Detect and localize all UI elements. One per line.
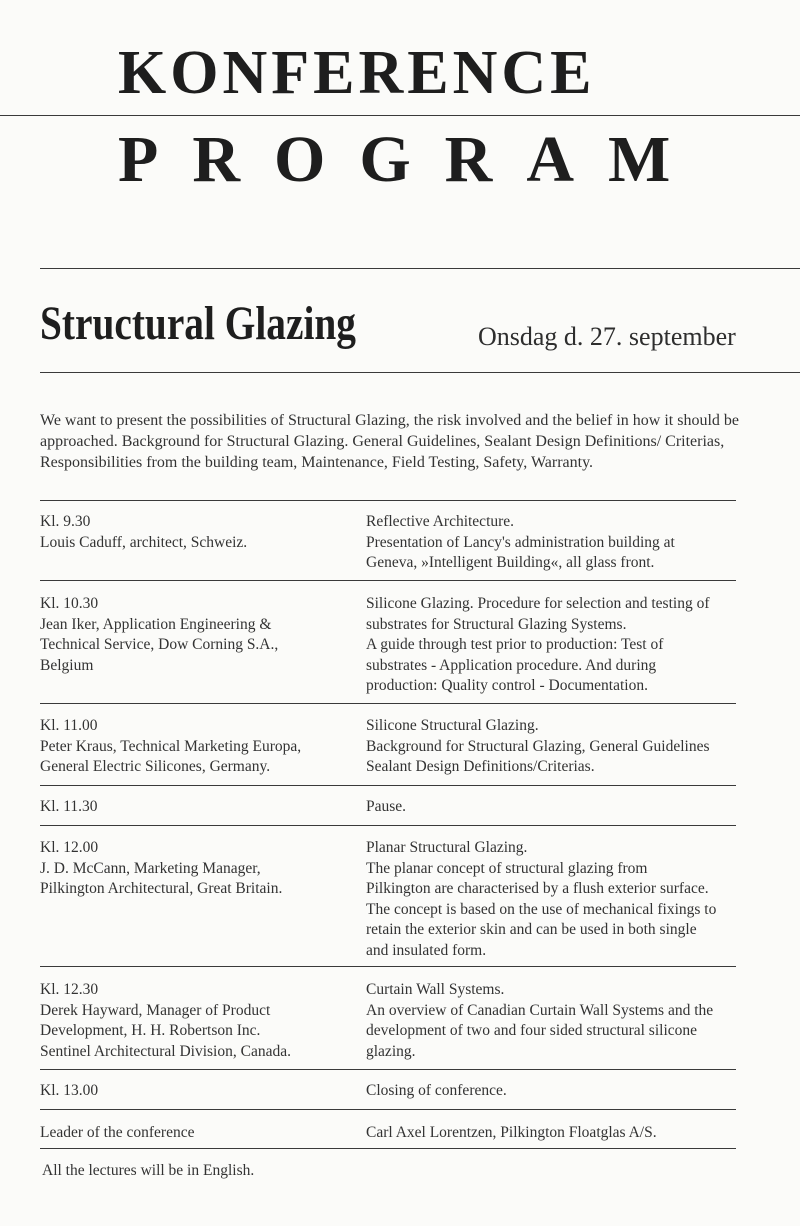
speaker-line: Louis Caduff, architect, Schweiz. [40,533,248,551]
speaker-line: Technical Service, Dow Corning S.A., [40,636,279,653]
row-divider [40,1069,736,1070]
heading-bottom-rule [40,372,800,373]
topic-line: Presentation of Lancy's administration building at [366,533,675,551]
conference-title: KONFERENCE [118,39,596,107]
topic-line: Pilkington are characterised by a flush exterior surface. [366,880,709,897]
session-time: Kl. 13.00 [40,1082,99,1099]
speaker-line: Derek Hayward, Manager of Product [40,1001,271,1019]
topic-title: Silicone Structural Glazing. [366,717,539,734]
session-speaker [40,594,350,676]
title-divider [0,115,800,116]
topic-line: and insulated form. [366,941,487,959]
session-speaker [40,1081,350,1102]
topic-line: An overview of Canadian Curtain Wall Systems and the [366,1001,714,1019]
session-topic [366,1081,746,1102]
topic-title: Reflective Architecture. [366,513,515,530]
topic-title: Pause. [366,798,407,815]
session-time: Kl. 12.00 [40,839,99,856]
session-speaker [40,838,350,900]
speaker-line: Jean Iker, Application Engineering & [40,615,272,633]
session-topic [366,512,746,574]
topic-line: production: Quality control - Documentation. [366,677,648,694]
topic-title: Planar Structural Glazing. [366,839,528,856]
session-time: Kl. 10.30 [40,595,99,612]
session-topic [366,716,746,778]
speaker-line: Belgium [40,656,94,674]
program-title: PROGRAM [118,123,705,196]
session-time: Kl. 11.30 [40,798,98,815]
topic-line: substrates for Structural Glazing Systems. [366,615,627,633]
session-speaker [40,797,350,818]
session-topic [366,797,746,818]
topic-title: Curtain Wall Systems. [366,981,505,998]
topic-line: Sealant Design Definitions/Criterias. [366,758,595,775]
topic-title: Silicone Glazing. Procedure for selection and testing of [366,595,710,612]
row-divider [40,966,736,967]
row-divider [40,785,736,786]
topic-line: Background for Structural Glazing, General Guidelines [366,737,710,755]
session-time: Kl. 11.00 [40,717,98,734]
topic-line: retain the exterior skin and can be used in both single [366,921,697,938]
topic-line: The planar concept of structural glazing from [366,859,648,877]
row-divider [40,500,736,501]
topic-line: Geneva, »Intelligent Building«, all glass front. [366,554,655,571]
page-title: Structural Glazing [40,297,356,350]
row-divider [40,580,736,581]
speaker-line: Peter Kraus, Technical Marketing Europa, [40,737,302,755]
speaker-line: Sentinel Architectural Division, Canada. [40,1042,291,1060]
session-speaker [40,512,350,553]
topic-line: development of two and four sided structural silicone [366,1022,698,1039]
speaker-line: Pilkington Architectural, Great Britain. [40,880,283,897]
footer-note: All the lectures will be in English. [42,1162,255,1179]
session-topic [366,980,746,1062]
row-divider [40,825,736,826]
topic-line: glazing. [366,1042,416,1060]
session-time: Kl. 9.30 [40,513,91,530]
session-topic [366,838,746,961]
topic-title: Carl Axel Lorentzen, Pilkington Floatglas A/S. [366,1124,657,1141]
topic-line: substrates - Application procedure. And during [366,656,657,674]
session-time: Kl. 12.30 [40,981,99,998]
session-speaker [40,980,350,1062]
session-topic [366,1123,746,1144]
row-divider [40,1109,736,1110]
intro-paragraph: We want to present the possibilities of Structural Glazing, the risk involved and the belief in how it should be approached. Background for Structural Glazing. General Guidelines, Sealant Design Definitions/ Criterias, Responsibilities from the building team, Maintenance, Field Testing, Safety, Warranty. [40,412,740,471]
session-topic [366,594,746,697]
speaker-line: Development, H. H. Robertson Inc. [40,1022,261,1039]
session-speaker [40,1123,350,1144]
topic-line: A guide through test prior to production: Test of [366,636,664,653]
speaker-line: General Electric Silicones, Germany. [40,758,271,775]
heading-top-rule [40,268,800,269]
speaker-line: J. D. McCann, Marketing Manager, [40,859,261,877]
topic-title: Closing of conference. [366,1082,507,1099]
row-divider [40,703,736,704]
session-time: Leader of the conference [40,1124,195,1141]
topic-line: The concept is based on the use of mechanical fixings to [366,900,717,918]
row-divider [40,1148,736,1149]
event-date: Onsdag d. 27. september [478,322,736,351]
session-speaker [40,716,350,778]
